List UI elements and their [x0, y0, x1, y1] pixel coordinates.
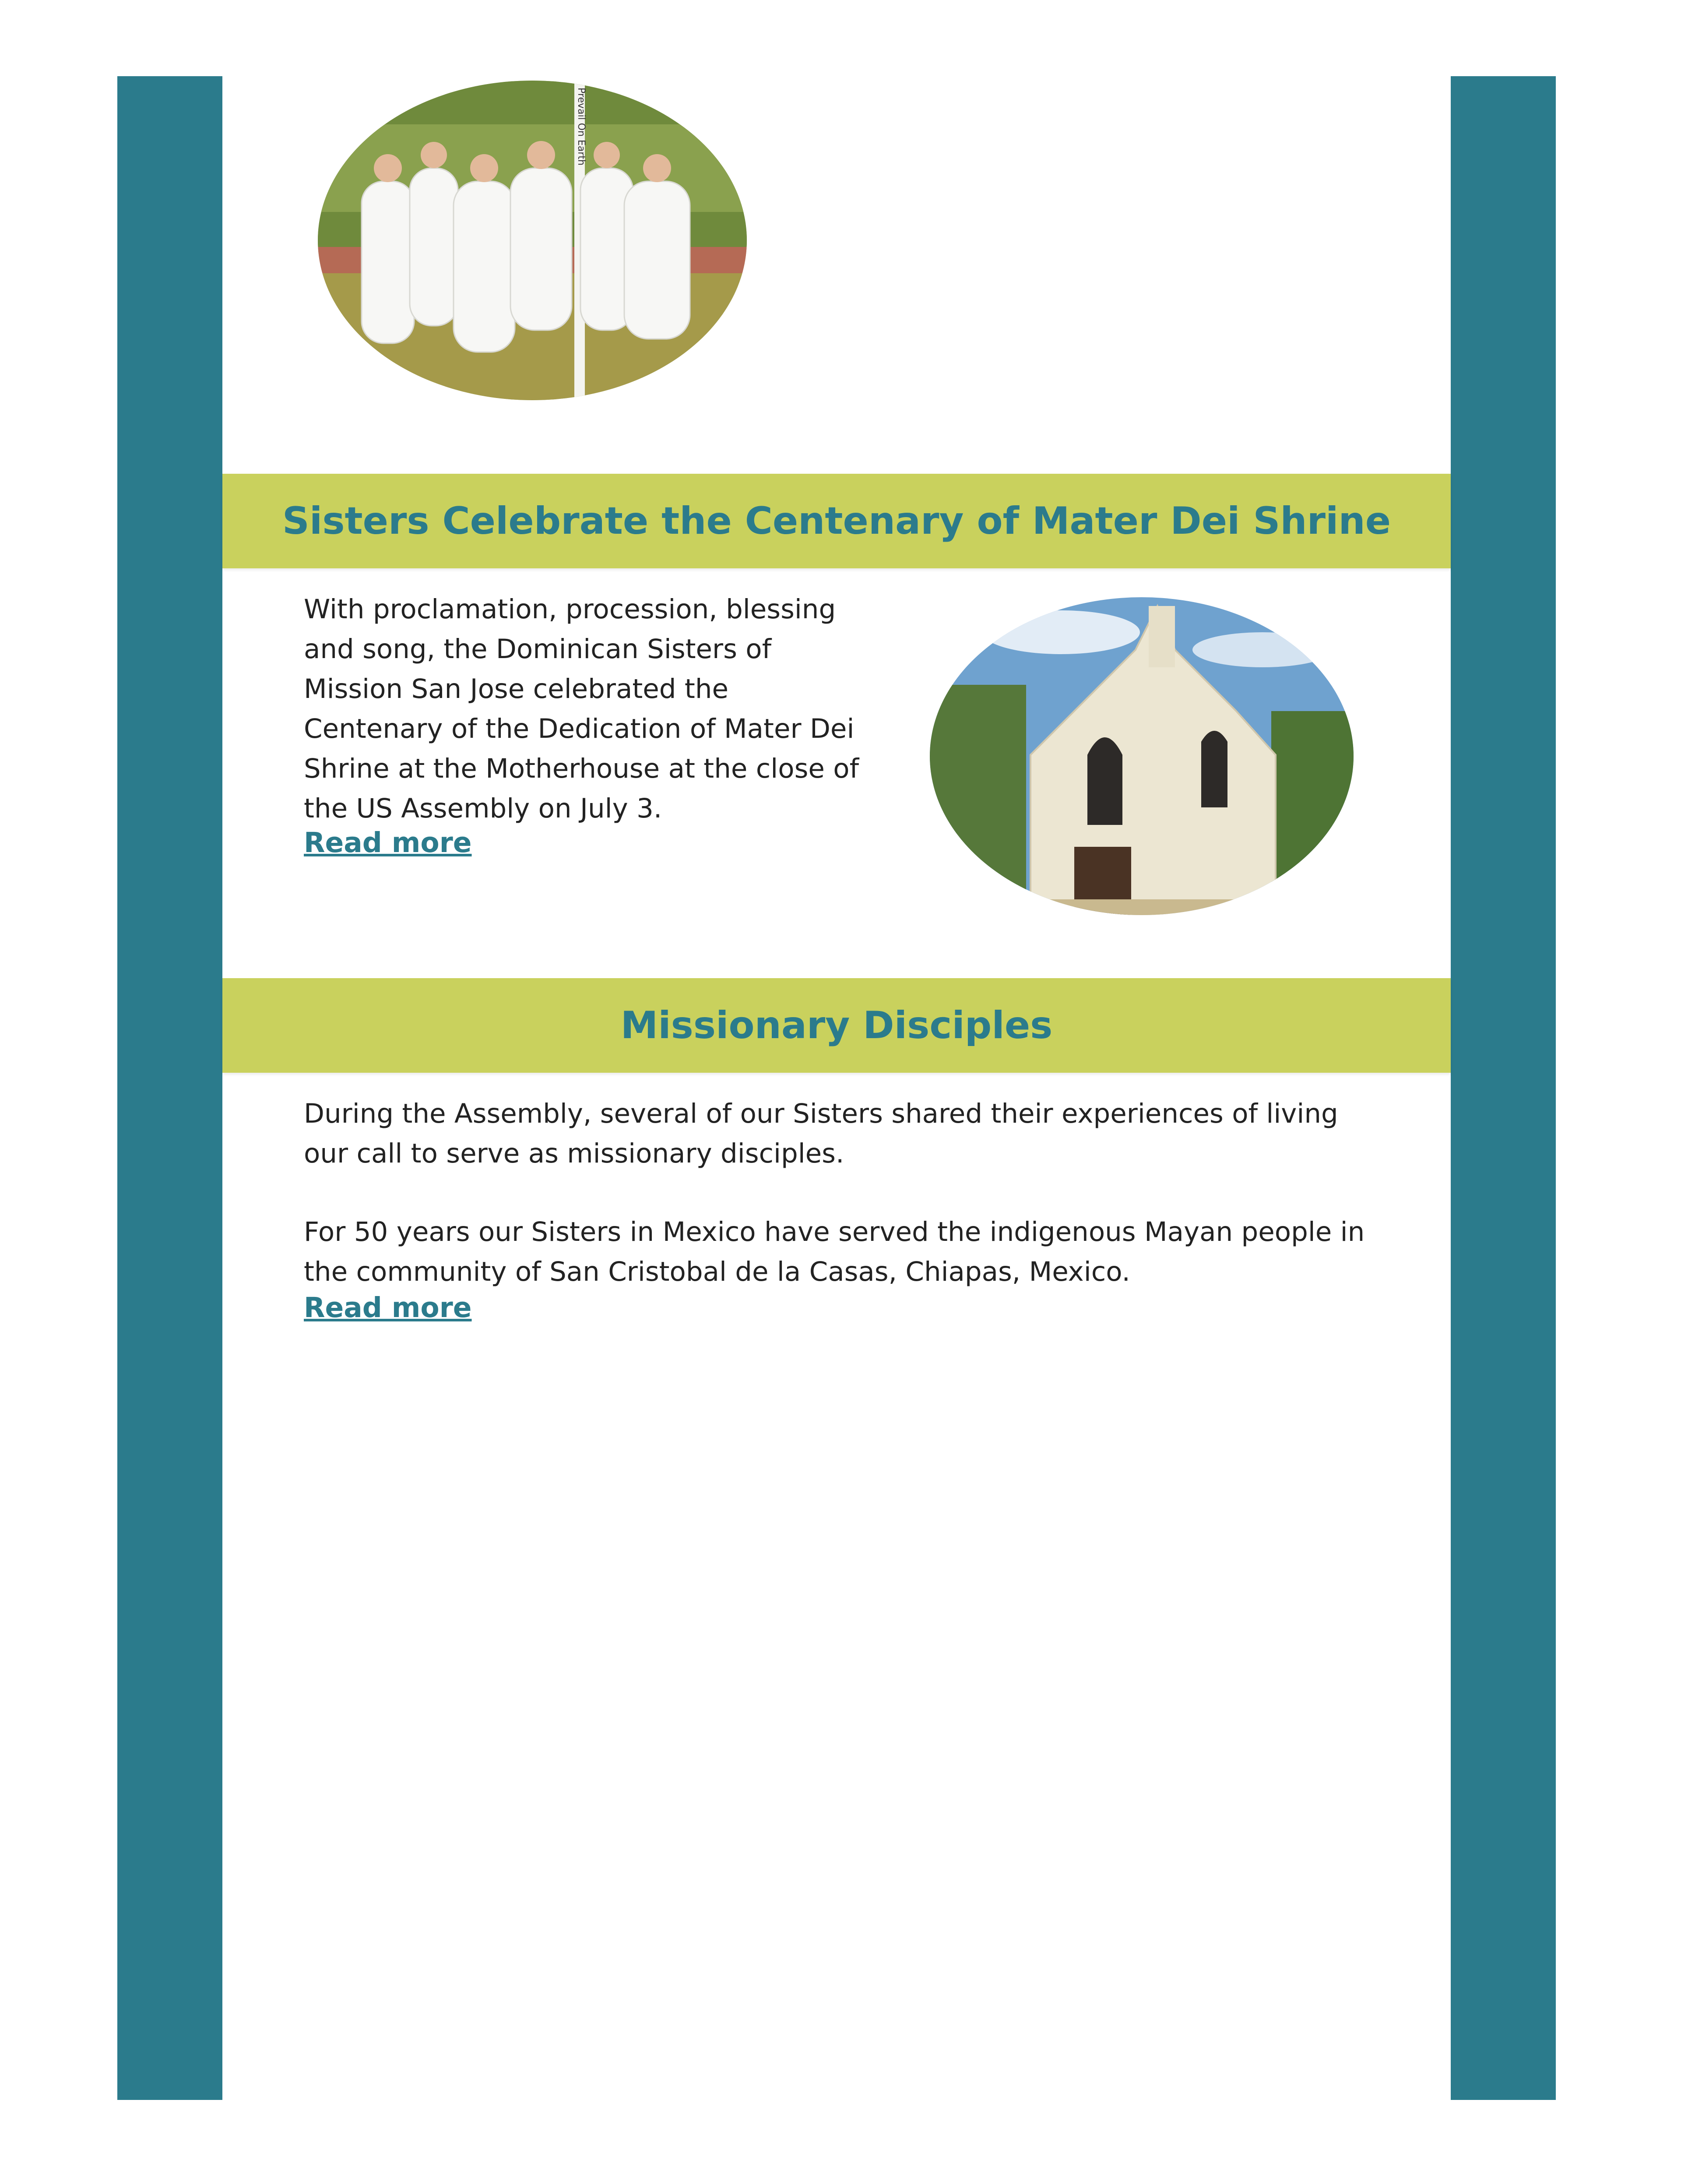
section-heading-mater-dei: Sisters Celebrate the Centenary of Mater Dei Shrine	[282, 499, 1391, 543]
section-banner-mater-dei	[222, 474, 1451, 568]
left-side-bar	[117, 76, 222, 2100]
section-banner-missionary	[222, 978, 1451, 1073]
read-more-link-missionary[interactable]: Read more	[304, 1292, 472, 1324]
peace-pole-text: Prevail On Earth	[576, 88, 587, 166]
mater-dei-body-text: With proclamation, procession, blessing and song, the Dominican Sisters of Mission San Jose celebrated the Centenary of the Dedication of Mater Dei Shrine at the Motherhouse at the close of the US Assembly on July 3.	[304, 594, 859, 824]
section-heading-missionary: Missionary Disciples	[620, 1004, 1053, 1047]
missionary-body-text-1: During the Assembly, several of our Sisters shared their experiences of living our call to serve as missionary disciples.	[304, 1098, 1338, 1169]
read-more-link-mater-dei[interactable]: Read more	[304, 827, 472, 859]
right-side-bar	[1451, 76, 1556, 2100]
mater-dei-shrine-photo	[930, 597, 1354, 915]
sisters-group-photo	[318, 81, 747, 400]
missionary-body-text-2: For 50 years our Sisters in Mexico have served the indigenous Mayan people in the community of San Cristobal de la Casas, Chiapas, Mexico.	[304, 1216, 1365, 1287]
